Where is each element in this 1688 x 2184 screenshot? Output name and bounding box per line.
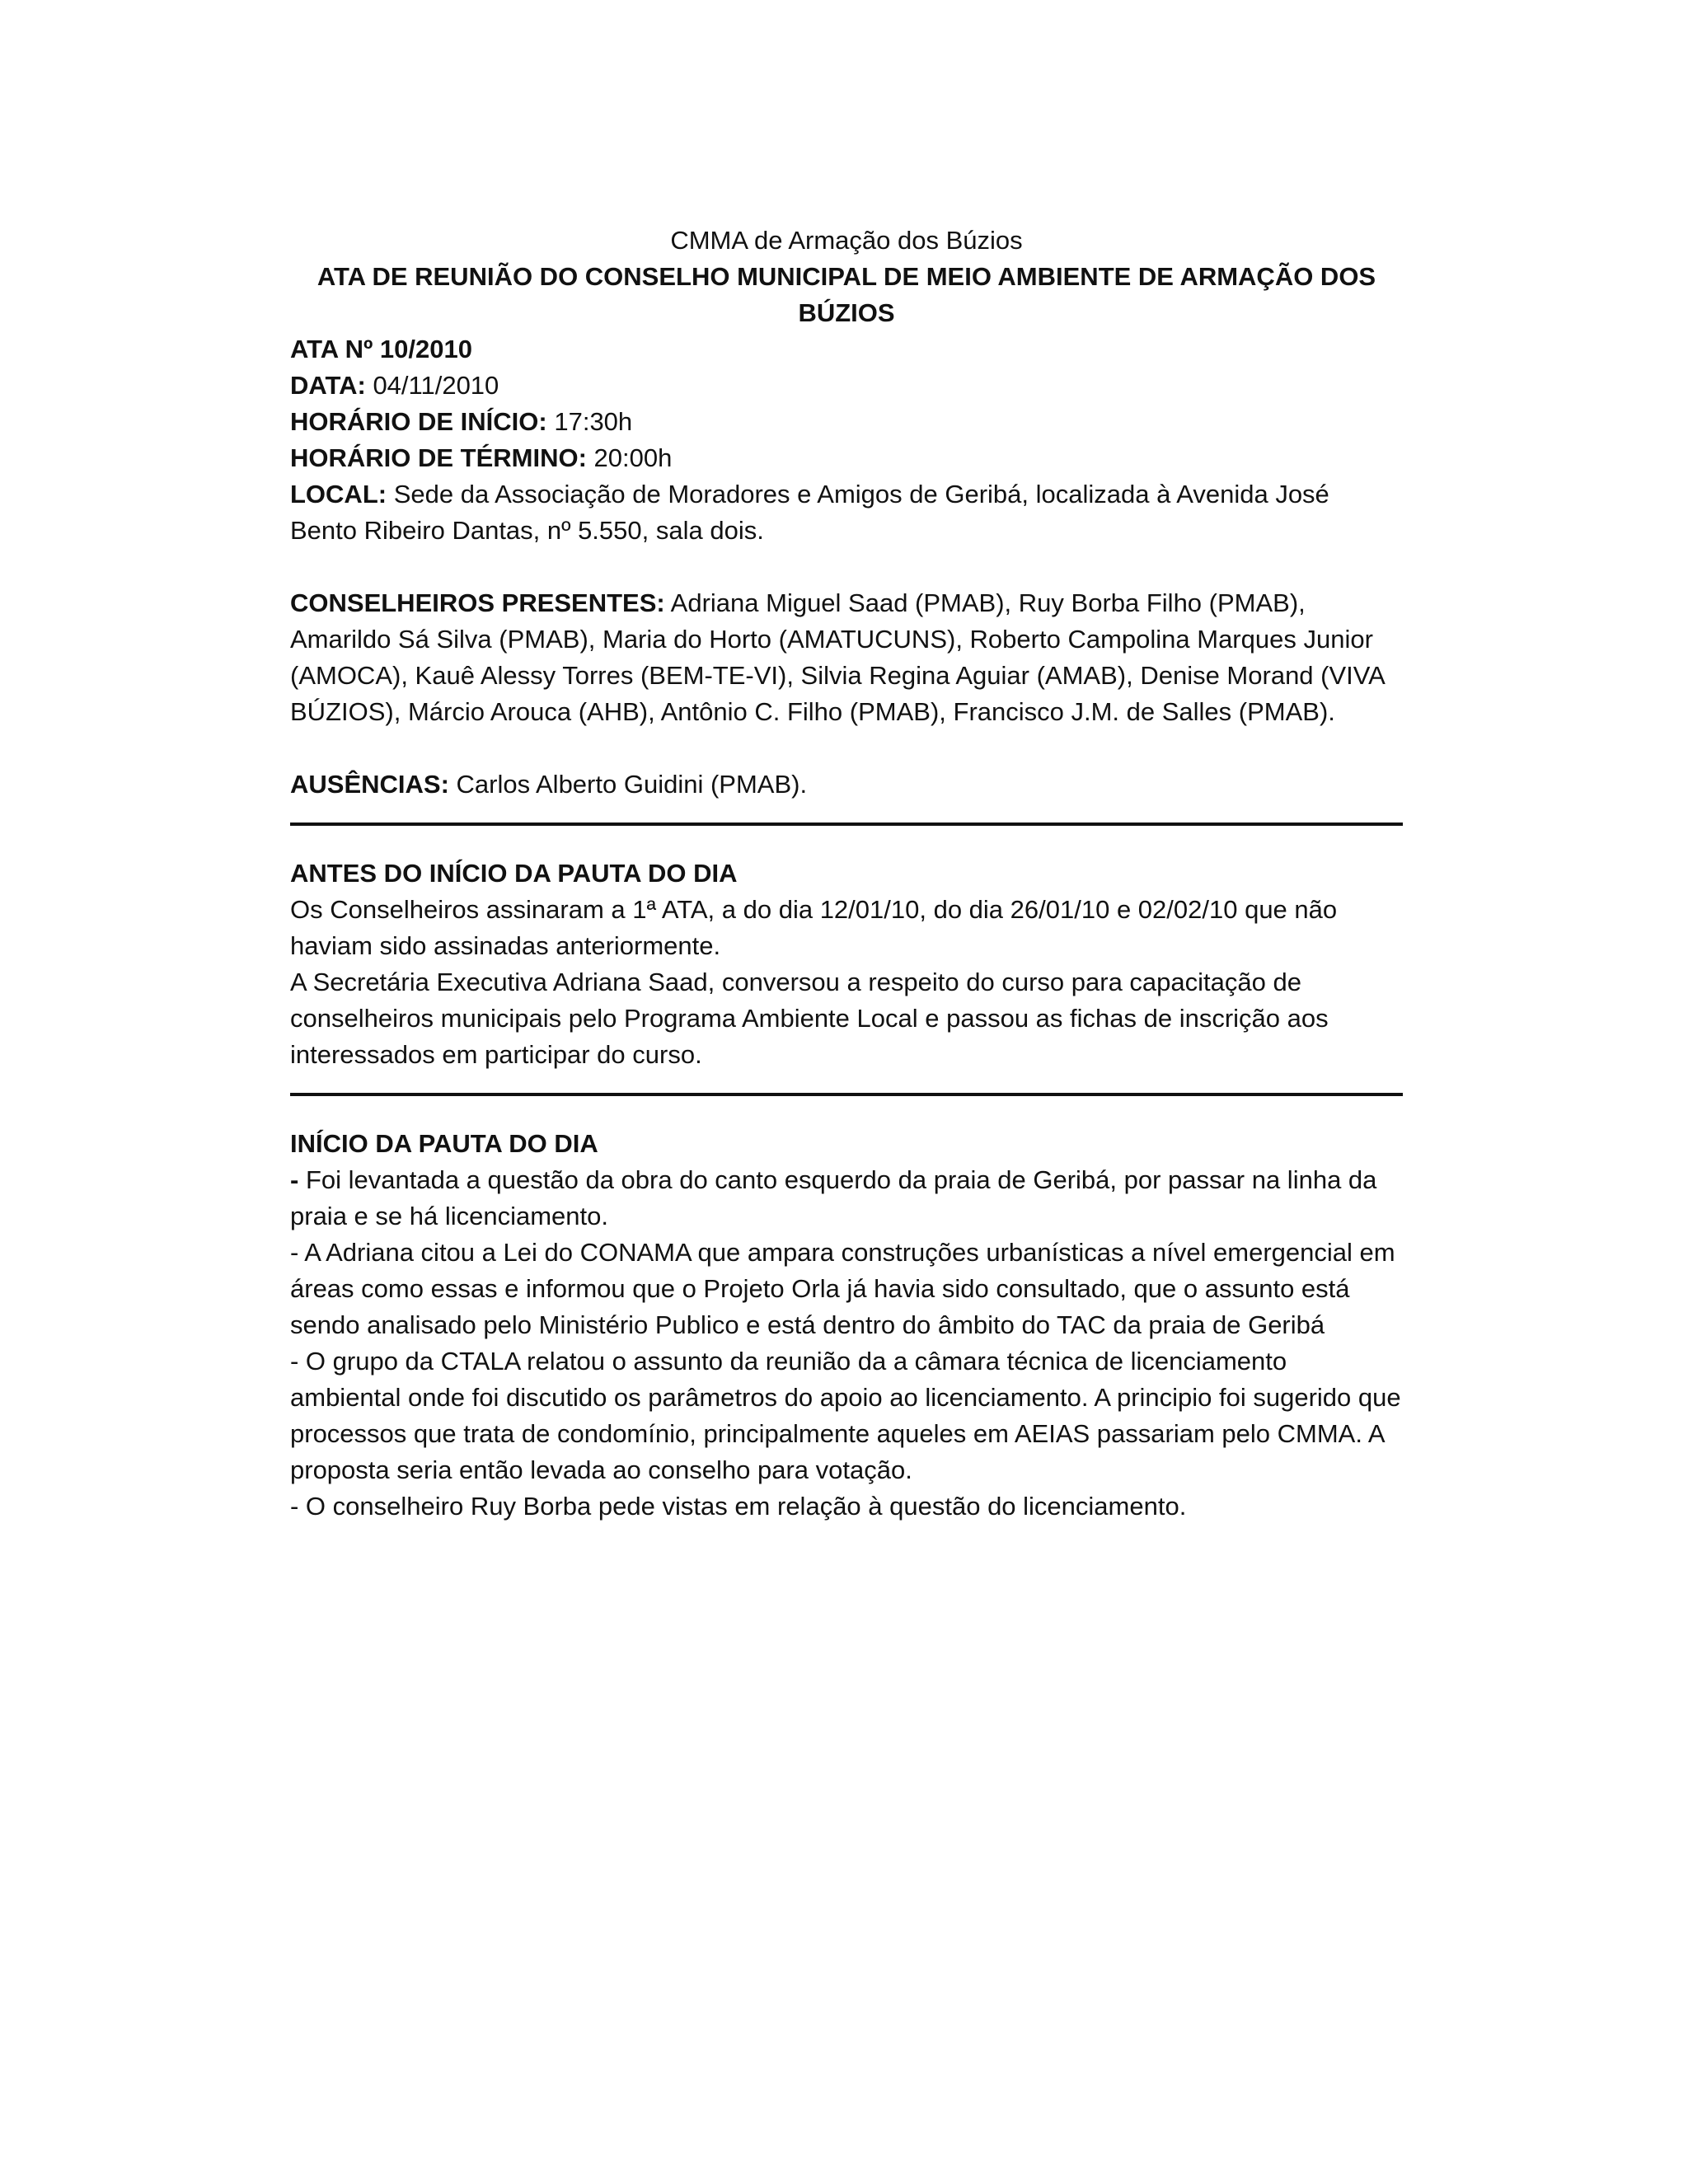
start-time-value: 17:30h xyxy=(546,407,633,436)
location-field xyxy=(290,476,1403,549)
spacer xyxy=(290,549,1403,585)
absences-field xyxy=(290,766,1403,803)
date-value: 04/11/2010 xyxy=(365,371,499,400)
ata-number: ATA Nº 10/2010 xyxy=(290,335,472,363)
end-time-field xyxy=(290,440,1403,476)
pauta-item-3: - O grupo da CTALA relatou o assunto da reunião da a câmara técnica de licenciamento ambiental onde foi discutido os parâmetros do apoio ao licenciamento. A principio foi sugerido que processos que trata de condomínio, principalmente aqueles em AEIAS passariam pelo CMMA. A proposta seria então levada ao conselho para votação. xyxy=(290,1347,1401,1484)
attendees-value: Adriana Miguel Saad (PMAB), Ruy Borba Filho (PMAB), Amarildo Sá Silva (PMAB), Maria do Horto (AMATUCUNS), Roberto Campolina Marques Junior (AMOCA), Kauê Alessy Torres (BEM-TE-VI), Silvia Regina Aguiar (AMAB), Denise Morand (VIVA BÚZIOS), Márcio Arouca (AHB), Antônio C. Filho (PMAB), Francisco J.M. de Salles (PMAB). xyxy=(290,588,1385,726)
org-name: CMMA de Armação dos Búzios xyxy=(670,226,1023,255)
pauta-item-1-text: Foi levantada a questão da obra do canto esquerdo da praia de Geribá, por passar na linha da praia e se há licenciamento. xyxy=(290,1165,1377,1230)
location-label: LOCAL: xyxy=(290,480,387,509)
document-title-line-2: BÚZIOS xyxy=(798,298,895,327)
absences-label: AUSÊNCIAS: xyxy=(290,770,449,799)
document-title-line-1: ATA DE REUNIÃO DO CONSELHO MUNICIPAL DE MEIO AMBIENTE DE ARMAÇÃO DOS xyxy=(316,262,1376,291)
end-time-value: 20:00h xyxy=(586,443,673,472)
absences-value: Carlos Alberto Guidini (PMAB). xyxy=(448,770,808,799)
pauta-item-4: - O conselheiro Ruy Borba pede vistas em relação à questão do licenciamento. xyxy=(290,1492,1187,1521)
spacer xyxy=(290,826,1403,855)
paragraph-antes-2: A Secretária Executiva Adriana Saad, conversou a respeito do curso para capacitação de conselheiros municipais pelo Programa Ambiente Local e passou as fichas de inscrição aos interessados em participar do curso. xyxy=(290,968,1329,1069)
location-value: Sede da Associação de Moradores e Amigos de Geribá, localizada à Avenida José Bento Ribeiro Dantas, nº 5.550, sala dois. xyxy=(290,480,1329,545)
date-field xyxy=(290,368,1403,404)
start-time-field xyxy=(290,404,1403,440)
date-label: DATA: xyxy=(290,371,366,400)
attendees-field xyxy=(290,585,1403,730)
attendees-label: CONSELHEIROS PRESENTES: xyxy=(290,588,665,617)
paragraph-antes-1: Os Conselheiros assinaram a 1ª ATA, a do dia 12/01/10, do dia 26/01/10 e 02/02/10 que não haviam sido assinadas anteriormente. xyxy=(290,895,1338,960)
start-time-label: HORÁRIO DE INÍCIO: xyxy=(290,407,547,436)
document-page xyxy=(290,223,1403,1525)
pauta-item-2: - A Adriana citou a Lei do CONAMA que ampara construções urbanísticas a nível emergencial em áreas como essas e informou que o Projeto Orla já havia sido consultado, que o assunto está sendo analisado pelo Ministério Publico e está dentro do âmbito do TAC da praia de Geribá xyxy=(290,1238,1395,1339)
pauta-item-dash: - xyxy=(290,1165,299,1194)
section-title-pauta: INÍCIO DA PAUTA DO DIA xyxy=(290,1129,598,1158)
spacer xyxy=(290,1096,1403,1126)
spacer xyxy=(290,730,1403,766)
pauta-item-1 xyxy=(290,1162,1403,1235)
end-time-label: HORÁRIO DE TÉRMINO: xyxy=(290,443,587,472)
section-title-antes: ANTES DO INÍCIO DA PAUTA DO DIA xyxy=(290,859,738,888)
